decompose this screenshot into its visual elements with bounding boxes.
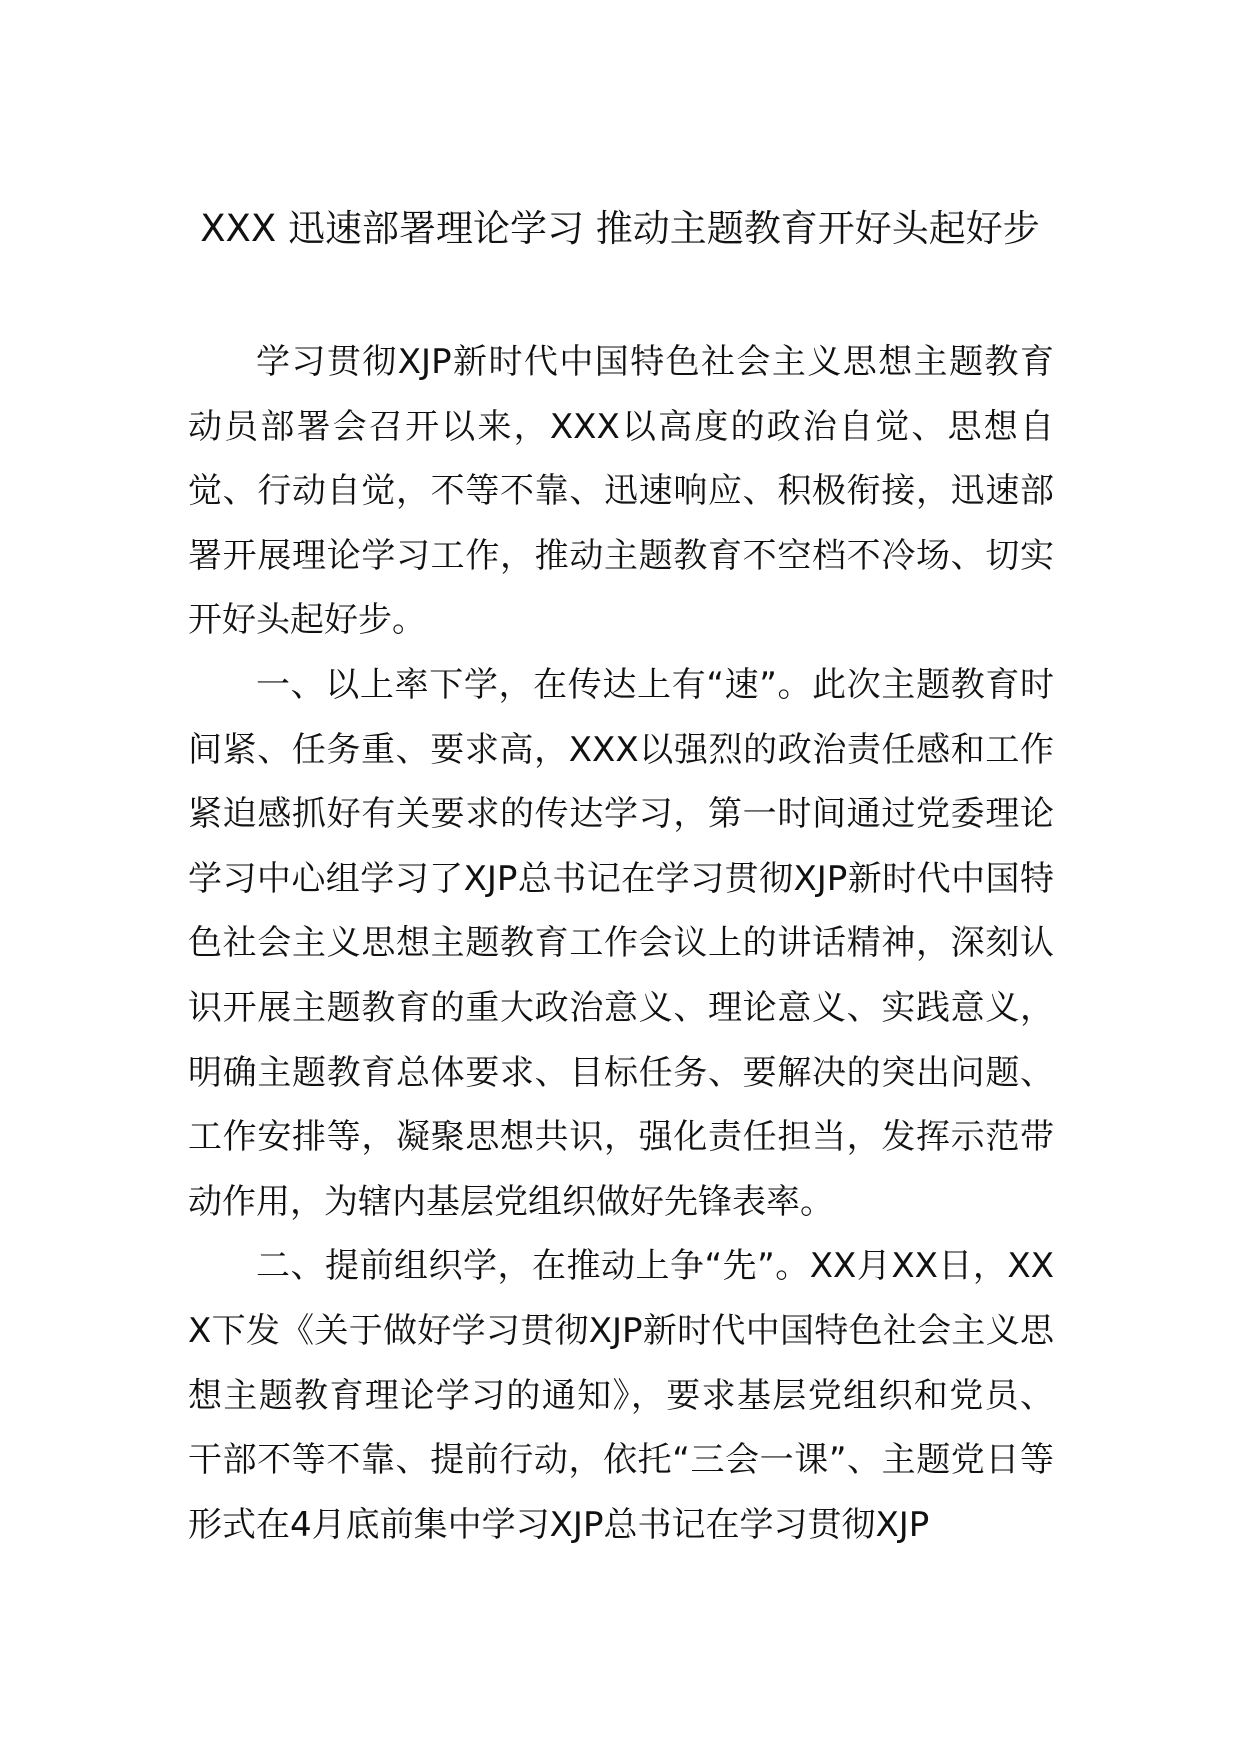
paragraph-section-one: 一、以上率下学，在传达上有“速”。此次主题教育时间紧、任务重、要求高，XXX以强烈的政治责任感和工作紧迫感抓好有关要求的传达学习，第一时间通过党委理论学习中心组学习了XJP总书记在学习贯彻XJP新时代中国特色社会主义思想主题教育工作会议上的讲话精神，深刻认识开展主题教育的重大政治意义、理论意义、实践意义，明确主题教育总体要求、目标任务、要解决的突出问题、工作安排等，凝聚思想共识，强化责任担当，发挥示范带动作用，为辖内基层党组织做好先锋表率。 [188,664,1054,1222]
paragraph-intro: 学习贯彻XJP新时代中国特色社会主义思想主题教育动员部署会召开以来，XXX以高度的政治自觉、思想自觉、行动自觉，不等不靠、迅速响应、积极衔接，迅速部署开展理论学习工作，推动主题教育不空档不冷场、切实开好头起好步。 [188,342,1054,641]
document-body [188,330,1054,1557]
paragraph-section-two: 二、提前组织学，在推动上争“先”。XX月XX日，XXX下发《关于做好学习贯彻XJP新时代中国特色社会主义思想主题教育理论学习的通知》，要求基层党组织和党员、干部不等不靠、提前行动，依托“三会一课”、主题党日等形式在4月底前集中学习XJP总书记在学习贯彻XJP [188,1246,1054,1545]
document-title: XXX 迅速部署理论学习 推动主题教育开好头起好步 [200,207,1040,250]
